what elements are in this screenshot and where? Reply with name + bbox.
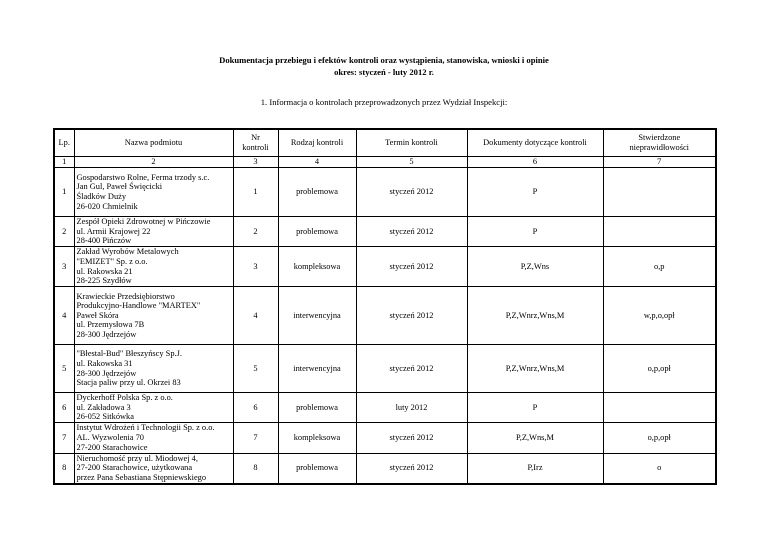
cell-nazwa: Zespół Opieki Zdrowotnej w Pińczowie ul. Armii Krajowej 22 28-400 Pińczów [74,217,233,247]
cell-rodzaj: problemowa [278,393,356,423]
table-row [54,287,716,345]
cell-nieprawidlowosci: o,p,opł [603,422,716,453]
cell-rodzaj: problemowa [278,217,356,247]
cell-termin: styczeń 2012 [356,247,467,287]
cell-termin: luty 2012 [356,393,467,423]
cell-nr: 1 [233,168,278,217]
cell-rodzaj: problemowa [278,453,356,484]
cell-nieprawidlowosci [603,217,716,247]
document-title [0,54,768,78]
col-number: 4 [278,157,356,168]
cell-rodzaj: kompleksowa [278,422,356,453]
col-header-nieprawidlowosci: Stwierdzone nieprawidłowości [603,129,716,157]
col-header-termin: Termin kontroli [356,129,467,157]
col-header-nr: Nr kontroli [233,129,278,157]
inspection-table [53,128,717,485]
cell-dokumenty: P,Z,Wns,M [467,422,603,453]
cell-nr: 5 [233,345,278,393]
cell-termin: styczeń 2012 [356,168,467,217]
cell-lp: 4 [54,287,74,345]
cell-dokumenty: P [467,217,603,247]
cell-nazwa: Krawieckie Przedsiębiorstwo Produkcyjno-Handlowe "MARTEX" Paweł Skóra ul. Przemysłowa 7B 28-300 Jędrzejów [74,287,233,345]
cell-nieprawidlowosci: o [603,453,716,484]
table-row [54,393,716,423]
cell-nr: 7 [233,422,278,453]
cell-nazwa: Zakład Wyrobów Metalowych "EMIZET" Sp. z o.o. ul. Rakowska 21 28-225 Szydłów [74,247,233,287]
cell-termin: styczeń 2012 [356,422,467,453]
cell-dokumenty: P,Z,Wns [467,247,603,287]
cell-lp: 5 [54,345,74,393]
col-number: 5 [356,157,467,168]
cell-dokumenty: P,Irz [467,453,603,484]
col-header-lp: Lp. [54,129,74,157]
table-row [54,247,716,287]
cell-nazwa: Gospodarstwo Rolne, Ferma trzody s.c. Jan Gul, Paweł Święcicki Śladków Duży 26-020 Chmielnik [74,168,233,217]
cell-nazwa: "Błestal-Bud" Błeszyńscy Sp.J. ul. Rakowska 31 28-300 Jędrzejów Stacja paliw przy ul. Okrzei 83 [74,345,233,393]
table-row [54,345,716,393]
cell-termin: styczeń 2012 [356,217,467,247]
col-number: 2 [74,157,233,168]
cell-nazwa: Dyckerhoff Polska Sp. z o.o. ul. Zakładowa 3 26-052 Sitkówka [74,393,233,423]
cell-rodzaj: interwencyjna [278,287,356,345]
col-number: 7 [603,157,716,168]
cell-termin: styczeń 2012 [356,345,467,393]
cell-lp: 2 [54,217,74,247]
col-number: 6 [467,157,603,168]
col-header-nazwa: Nazwa podmiotu [74,129,233,157]
cell-dokumenty: P,Z,Wnrz,Wns,M [467,345,603,393]
title-line-2: okres: styczeń - luty 2012 r. [334,67,434,77]
cell-lp: 6 [54,393,74,423]
cell-nieprawidlowosci: o,p [603,247,716,287]
column-number-row [54,157,716,168]
cell-lp: 1 [54,168,74,217]
cell-termin: styczeń 2012 [356,287,467,345]
table-row [54,217,716,247]
cell-lp: 3 [54,247,74,287]
cell-nr: 8 [233,453,278,484]
cell-dokumenty: P [467,168,603,217]
cell-nr: 3 [233,247,278,287]
col-number: 3 [233,157,278,168]
cell-nr: 2 [233,217,278,247]
col-header-dokumenty: Dokumenty dotyczące kontroli [467,129,603,157]
cell-lp: 8 [54,453,74,484]
cell-rodzaj: problemowa [278,168,356,217]
cell-nr: 6 [233,393,278,423]
cell-rodzaj: kompleksowa [278,247,356,287]
cell-dokumenty: P,Z,Wnrz,Wns,M [467,287,603,345]
table-row [54,422,716,453]
cell-nazwa: Instytut Wdrożeń i Technologii Sp. z o.o. AL. Wyzwolenia 70 27-200 Starachowice [74,422,233,453]
cell-rodzaj: interwencyjna [278,345,356,393]
col-number: 1 [54,157,74,168]
table-row [54,453,716,484]
cell-nieprawidlowosci [603,168,716,217]
cell-termin: styczeń 2012 [356,453,467,484]
table-row [54,168,716,217]
cell-nazwa: Nieruchomość przy ul. Miodowej 4, 27-200 Starachowice, użytkowana przez Pana Sebastiana Stępniewskiego [74,453,233,484]
section-heading: 1. Informacja o kontrolach przeprowadzonych przez Wydział Inspekcji: [260,97,508,107]
cell-nieprawidlowosci: w,p,o,opł [603,287,716,345]
cell-nieprawidlowosci: o,p,opł [603,345,716,393]
cell-nieprawidlowosci [603,393,716,423]
cell-dokumenty: P [467,393,603,423]
col-header-rodzaj: Rodzaj kontroli [278,129,356,157]
cell-lp: 7 [54,422,74,453]
title-line-1: Dokumentacja przebiegu i efektów kontroli oraz wystąpienia, stanowiska, wnioski i opinie [219,55,549,65]
cell-nr: 4 [233,287,278,345]
header-row [54,129,716,157]
